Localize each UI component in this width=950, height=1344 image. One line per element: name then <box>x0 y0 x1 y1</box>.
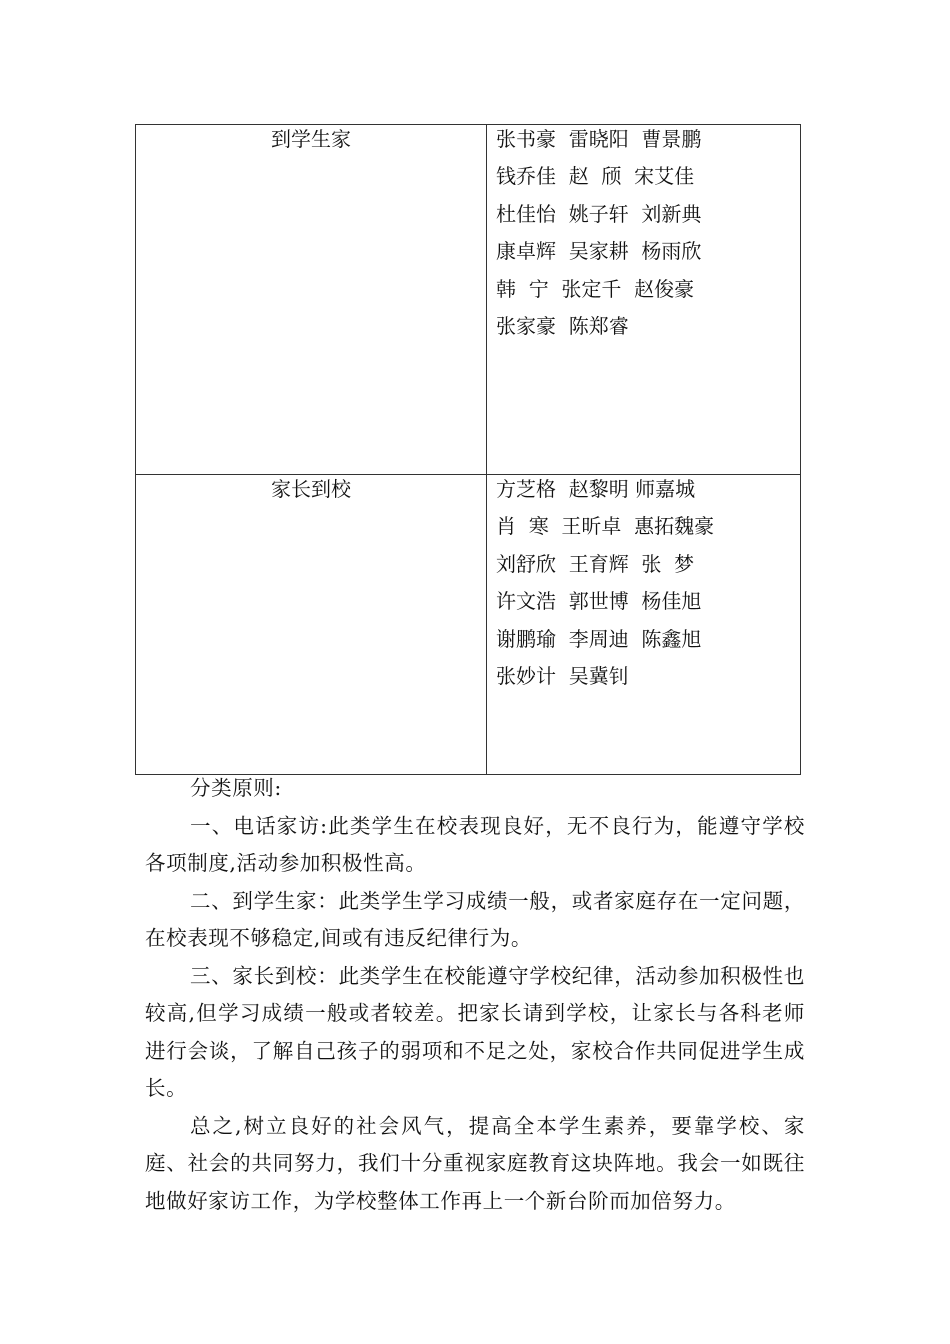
student-names-line: 许文浩 郭世博 杨佳旭 <box>496 589 702 614</box>
student-names-line: 钱乔佳 赵 颀 宋艾佳 <box>496 164 695 189</box>
student-names-line: 张书豪 雷晓阳 曹景鹏 <box>496 127 702 151</box>
student-names-line: 肖 寒 王昕卓 惠拓魏豪 <box>496 514 715 539</box>
table-row <box>136 475 801 775</box>
category-label: 家长到校 <box>271 477 351 501</box>
student-names-line: 谢鹏瑜 李周迪 陈鑫旭 <box>496 626 702 651</box>
home-visit-roster-table <box>135 124 801 775</box>
classification-principles-section <box>145 770 805 1220</box>
principle-phone-visit: 一、电话家访:此类学生在校表现良好，无不良行为，能遵守学校各项制度,活动参加积极性高。 <box>145 813 805 875</box>
section-heading: 分类原则: <box>190 776 282 800</box>
student-names-line: 刘舒欣 王育辉 张 梦 <box>496 551 695 576</box>
student-names-cell <box>487 475 801 775</box>
category-cell <box>136 125 487 475</box>
student-names-line: 张家豪 陈郑睿 <box>496 314 629 339</box>
student-names-line: 韩 宁 张定千 赵俊豪 <box>496 276 695 301</box>
principle-parent-visit: 三、家长到校：此类学生在校能遵守学校纪律，活动参加积极性也较高,但学习成绩一般或者较差。把家长请到学校，让家长与各科老师进行会谈，了解自己孩子的弱项和不足之处，家校合作共同促进学生成长。 <box>145 963 805 1100</box>
category-cell <box>136 475 487 775</box>
table-row <box>136 125 801 475</box>
student-names-cell <box>487 125 801 475</box>
summary-paragraph: 总之,树立良好的社会风气，提高全本学生素养，要靠学校、家庭、社会的共同努力，我们十分重视家庭教育这块阵地。我会一如既往地做好家访工作，为学校整体工作再上一个新台阶而加倍努力。 <box>145 1113 805 1213</box>
student-names-line: 张妙计 吴冀钊 <box>496 664 629 689</box>
category-label: 到学生家 <box>271 127 351 151</box>
student-names-line: 方芝格 赵黎明 师嘉城 <box>496 477 696 501</box>
student-names-line: 康卓辉 吴家耕 杨雨欣 <box>496 239 702 264</box>
principle-home-visit: 二、到学生家：此类学生学习成绩一般，或者家庭存在一定问题，在校表现不够稳定,间或有违反纪律行为。 <box>145 888 805 950</box>
student-names-line: 杜佳怡 姚子轩 刘新典 <box>496 201 702 226</box>
